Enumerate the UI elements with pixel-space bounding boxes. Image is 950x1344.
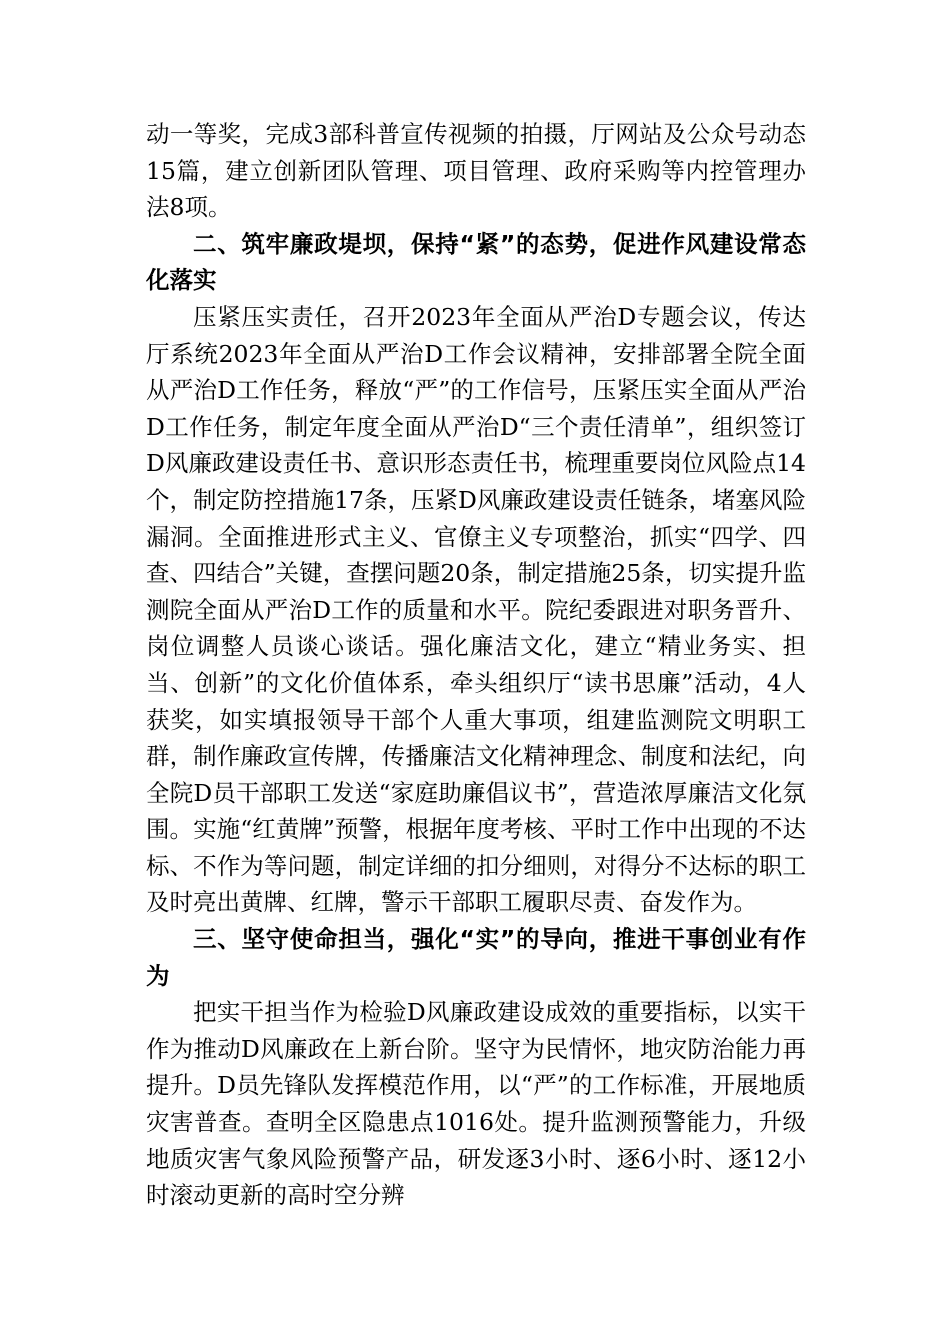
body-paragraph-3: 把实干担当作为检验D风廉政建设成效的重要指标，以实干作为推动D风廉政在上新台阶。坚守为民情怀，地灾防治能力再提升。D员先锋队发挥模范作用，以“严”的工作标准，开展地质灾害普查。查明全区隐患点1016处。提升监测预警能力，升级地质灾害气象风险预警产品，研发逐3小时、逐6小时、逐12小时滚动更新的高时空分辨 — [146, 998, 806, 1210]
body-paragraph-2: 压紧压实责任，召开2023年全面从严治D专题会议，传达厅系统2023年全面从严治D工作会议精神，安排部署全院全面从严治D工作任务，释放“严”的工作信号，压紧压实全面从严治D工作任务，制定年度全面从严治D“三个责任清单”，组织签订D风廉政建设责任书、意识形态责任书，梳理重要岗位风险点14个，制定防控措施17条，压紧D风廉政建设责任链条，堵塞风险漏洞。全面推进形式主义、官僚主义专项整治，抓实“四学、四查、四结合”关键，查摆问题20条，制定措施25条，切实提升监测院全面从严治D工作的质量和水平。院纪委跟进对职务晋升、岗位调整人员谈心谈话。强化廉洁文化，建立“精业务实、担当、创新”的文化价值体系，牵头组织厅“读书思廉”活动，4人获奖，如实填报领导干部个人重大事项，组建监测院文明职工群，制作廉政宣传牌，传播廉洁文化精神理念、制度和法纪，向全院D员干部职工发送“家庭助廉倡议书”，营造浓厚廉洁文化氛围。实施“红黄牌”预警，根据年度考核、平时工作中出现的不达标、不作为等问题，制定详细的扣分细则，对得分不达标的职工及时亮出黄牌、红牌，警示干部职工履职尽责、奋发作为。 — [146, 302, 806, 917]
section-heading-2: 二、筑牢廉政堤坝，保持“紧”的态势，促进作风建设常态化落实 — [146, 229, 806, 295]
body-paragraph-1: 动一等奖，完成3部科普宣传视频的拍摄，厅网站及公众号动态15篇，建立创新团队管理、项目管理、政府采购等内控管理办法8项。 — [146, 120, 806, 222]
section-heading-3: 三、坚守使命担当，强化“实”的导向，推进干事创业有作为 — [146, 925, 806, 990]
document-page — [146, 116, 806, 1214]
